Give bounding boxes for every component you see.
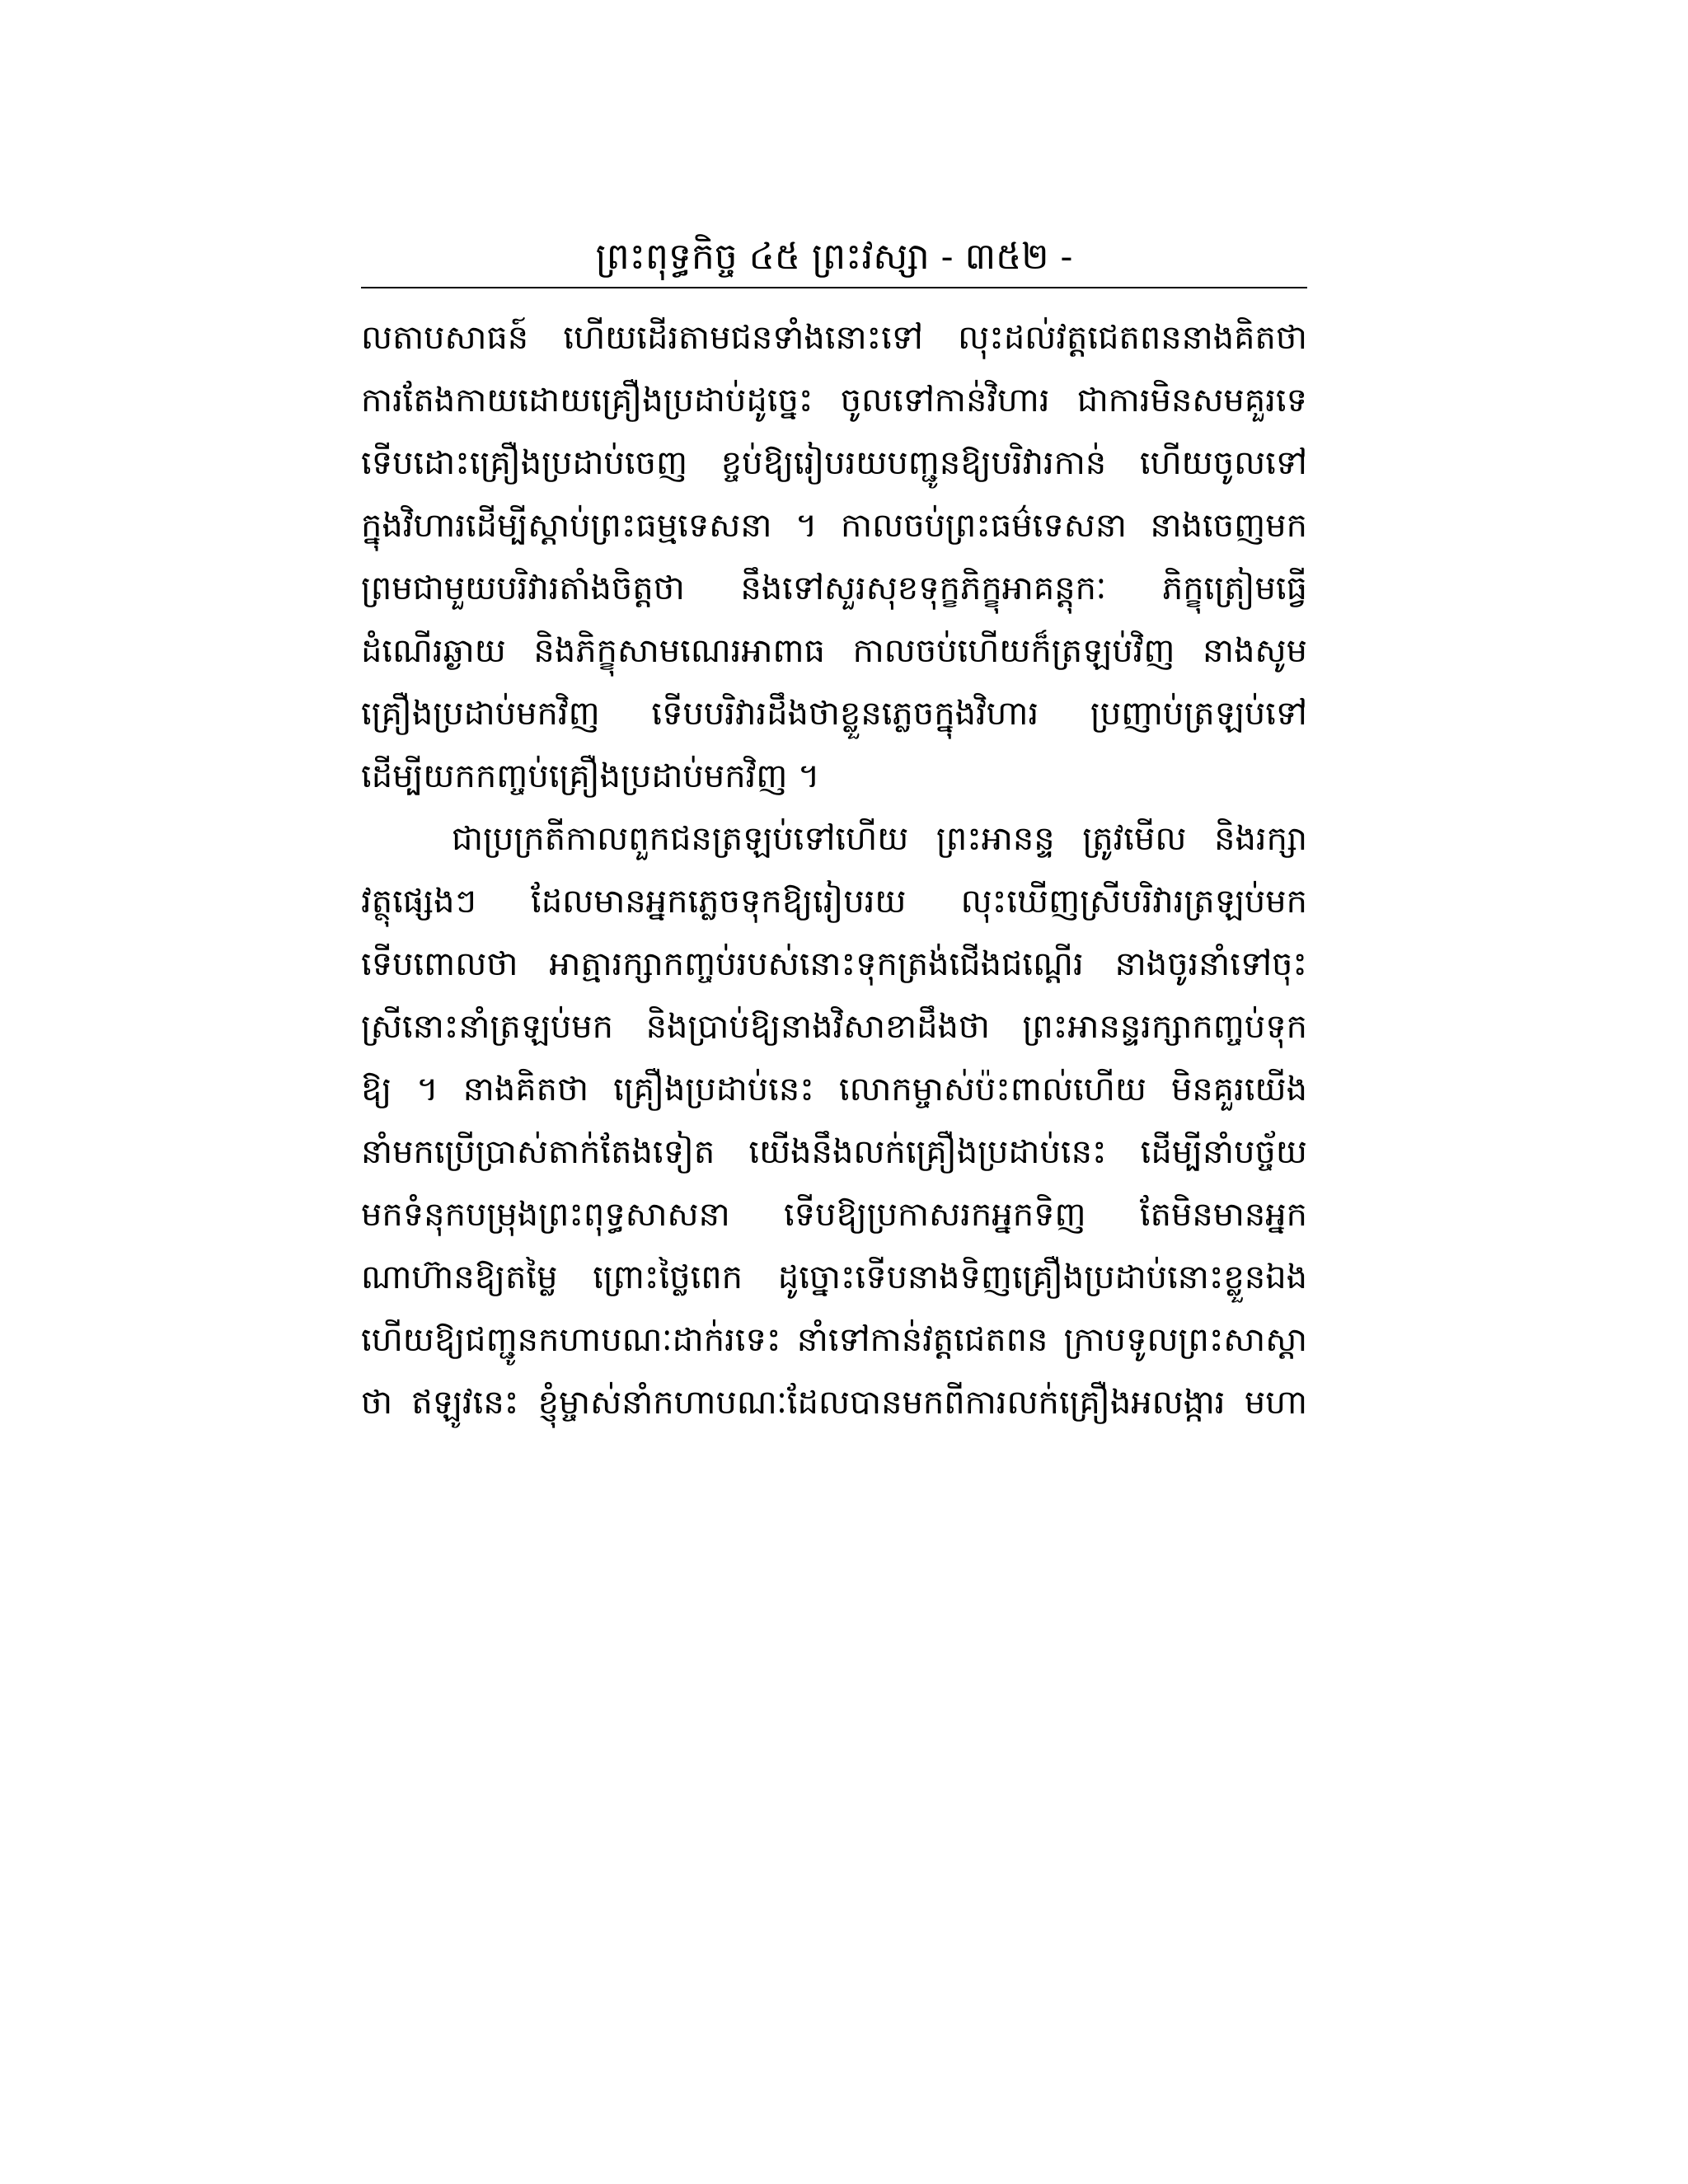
text-line: លតាបសាធន៍ ហើយដើរតាមជនទាំងនោះទៅ លុះដល់វត្តជេតពននាងគិតថា — [361, 319, 1307, 357]
text-line: ជាប្រក្រតីកាលពួកជនត្រឡប់ទៅហើយ ព្រះអានន្ទ ត្រូវមើល និងរក្សា — [452, 820, 1307, 858]
text-line: ឱ្យ ។ នាងគិតថា គ្រឿងប្រដាប់នេះ លោកម្ចាស់ប៉ះពាល់ហើយ មិនគួរយើង — [361, 1071, 1307, 1108]
text-line: ណាហ៊ានឱ្យតម្លៃ ព្រោះថ្លៃពេក ដូច្នោះទើបនាងទិញគ្រឿងប្រដាប់នោះខ្លួនឯង — [361, 1258, 1307, 1296]
text-line: ថា ឥឡូវនេះ ខ្ញុំម្ចាស់នាំកហាបណៈដែលបានមកពីការលក់គ្រឿងអលង្ការ មហា — [361, 1384, 1307, 1422]
text-line: នាំមកប្រើប្រាស់តាក់តែងទៀត យើងនឹងលក់គ្រឿងប្រដាប់នេះ ដើម្បីនាំបច្ច័យ — [361, 1133, 1307, 1171]
paragraph-2 — [361, 808, 1307, 1434]
body-text — [361, 307, 1307, 1434]
text-line: ក្នុងវិហារដើម្បីស្ដាប់ព្រះធម្មទេសនា ។ កាលចប់ព្រះធម៌ទេសនា នាងចេញមក — [361, 507, 1307, 545]
text-line: ទើបដោះគ្រឿងប្រដាប់ចេញ ខ្ចប់ឱ្យរៀបរយបញ្ជូនឱ្យបរិវារកាន់ ហើយចូលទៅ — [361, 444, 1307, 482]
text-line: ព្រមជាមួយបរិវារតាំងចិត្តថា នឹងទៅសួរសុខទុក្ខភិក្ខុអាគន្តុកៈ ភិក្ខុត្រៀមធ្វើ — [361, 569, 1307, 607]
text-line: ស្រីនោះនាំត្រឡប់មក និងប្រាប់ឱ្យនាងវិសាខាដឹងថា ព្រះអានន្ទរក្សាកញ្ចប់ទុក — [361, 1008, 1307, 1046]
text-line: គ្រឿងប្រដាប់មកវិញ ទើបបរិវារដឹងថាខ្លួនភ្លេចក្នុងវិហារ ប្រញាប់ត្រឡប់ទៅ — [361, 695, 1307, 733]
text-line: វត្ថុផ្សេងៗ ដែលមានអ្នកភ្លេចទុកឱ្យរៀបរយ លុះឃើញស្រីបរិវារត្រឡប់មក — [361, 883, 1307, 921]
running-header: ព្រះពុទ្ធកិច្ច ៤៥ ព្រះវស្សា ‐ ៣៥២ ‐ — [595, 236, 1073, 278]
text-line: ទើបពោលថា អាត្មារក្សាកញ្ចប់របស់នោះទុកត្រង់ជើងជណ្ដើរ នាងចូរនាំទៅចុះ — [361, 945, 1307, 983]
text-line: ការតែងកាយដោយគ្រឿងប្រដាប់ដូច្នេះ ចូលទៅកាន់វិហារ ជាការមិនសមគួរទេ — [361, 382, 1307, 419]
paragraph-1 — [361, 307, 1307, 808]
text-line: មកទំនុកបម្រុងព្រះពុទ្ធសាសនា ទើបឱ្យប្រកាសរកអ្នកទិញ តែមិនមានអ្នក — [361, 1196, 1307, 1234]
header-rule — [361, 287, 1307, 288]
text-line: ដើម្បីយកកញ្ចប់គ្រឿងប្រដាប់មកវិញ ។ — [361, 757, 820, 795]
text-line: ហើយឱ្យជញ្ជូនកហាបណៈដាក់រទេះ នាំទៅកាន់វត្តជេតពន ក្រាបទូលព្រះសាស្ដា — [361, 1321, 1307, 1359]
text-line: ដំណើរឆ្ងាយ និងភិក្ខុសាមណេរអាពាធ កាលចប់ហើយក៏ត្រឡប់វិញ នាងសូម — [361, 632, 1307, 670]
